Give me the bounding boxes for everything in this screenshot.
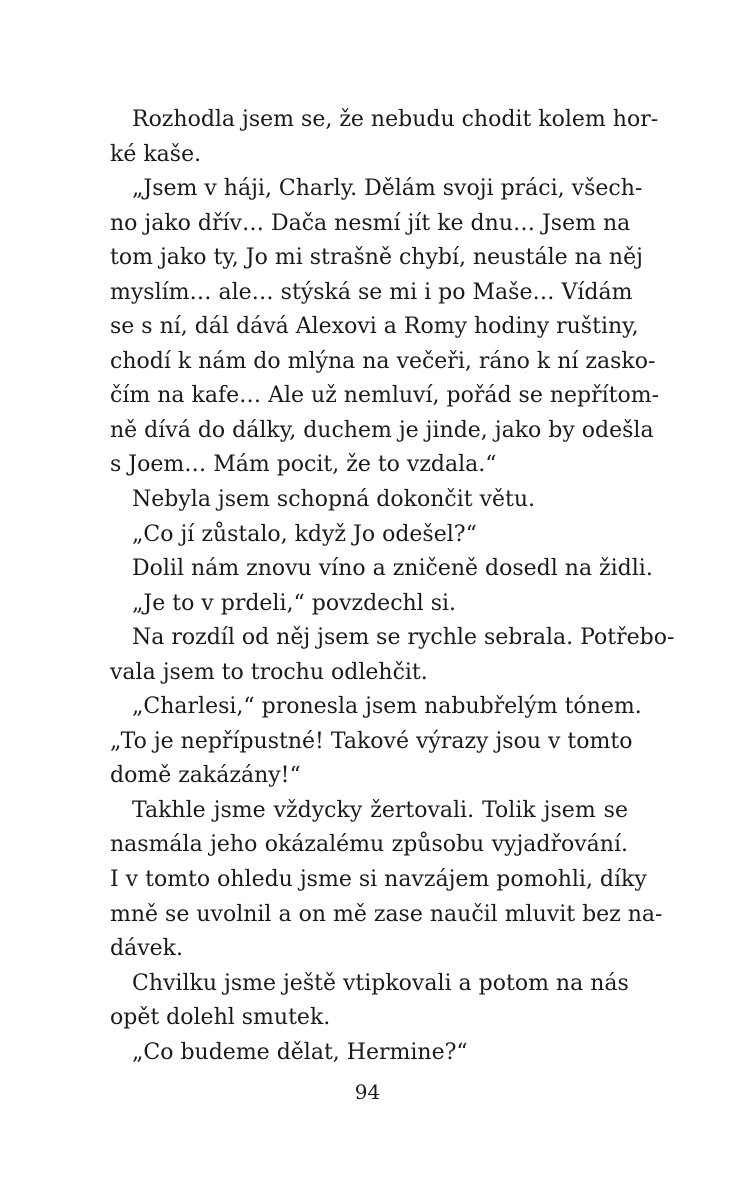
text-line: Takhle jsme vždycky žertovali. Tolik jsem se <box>132 797 628 823</box>
text-line: s Joem… Mám pocit, že to vzdala.“ <box>110 452 497 478</box>
text-line: vala jsem to trochu odlehčit. <box>110 659 428 685</box>
text-line: chodí k nám do mlýna na večeři, ráno k ní zasko- <box>110 348 656 374</box>
text-line: „Charlesi,“ pronesla jsem nabubřelým tónem. <box>132 694 642 720</box>
text-line: domě zakázány!“ <box>110 763 301 789</box>
text-line: „Jsem v háji, Charly. Dělám svoji práci, všech- <box>132 176 643 202</box>
page-number: 94 <box>354 1080 381 1104</box>
text-line: tom jako ty, Jo mi strašně chybí, neustále na něj <box>110 245 643 271</box>
text-line: Nebyla jsem schopná dokončit větu. <box>132 487 536 513</box>
text-line: „To je nepřípustné! Takové výrazy jsou v tomto <box>110 728 633 754</box>
text-line: opět dolehl smutek. <box>110 1005 331 1031</box>
text-line: Dolil nám znovu víno a zničeně dosedl na židli. <box>132 556 653 582</box>
text-line: čím na kafe… Ale už nemluví, pořád se nepřítom- <box>110 383 660 409</box>
text-line: Rozhodla jsem se, že nebudu chodit kolem hor- <box>132 107 659 132</box>
text-line: nasmála jeho okázalému způsobu vyjadřování. <box>110 832 628 858</box>
text-line: myslím… ale… stýská se mi i po Maše… Vídám <box>110 279 633 305</box>
text-line: Na rozdíl od něj jsem se rychle sebrala. Potřebo- <box>132 625 675 651</box>
text-line: mně se uvolnil a on mě zase naučil mluvit bez na- <box>110 901 663 927</box>
text-line: I v tomto ohledu jsme si navzájem pomohli, díky <box>110 867 647 893</box>
text-line: „Co jí zůstalo, když Jo odešel?“ <box>132 521 477 547</box>
text-line: Chvilku jsme ještě vtipkovali a potom na nás <box>132 970 629 996</box>
text-line: no jako dřív… Dača nesmí jít ke dnu… Jsem na <box>110 210 631 236</box>
text-line: ké kaše. <box>110 141 202 167</box>
text-line: dávek. <box>110 936 183 962</box>
text-line: „Co budeme dělat, Hermine?“ <box>132 1039 468 1065</box>
text-line: ně dívá do dálky, duchem je jinde, jako by odešla <box>110 417 654 443</box>
text-line: „Je to v prdeli,“ povzdechl si. <box>132 590 457 616</box>
body-text <box>110 103 675 1070</box>
text-line: se s ní, dál dává Alexovi a Romy hodiny ruštiny, <box>110 314 639 340</box>
